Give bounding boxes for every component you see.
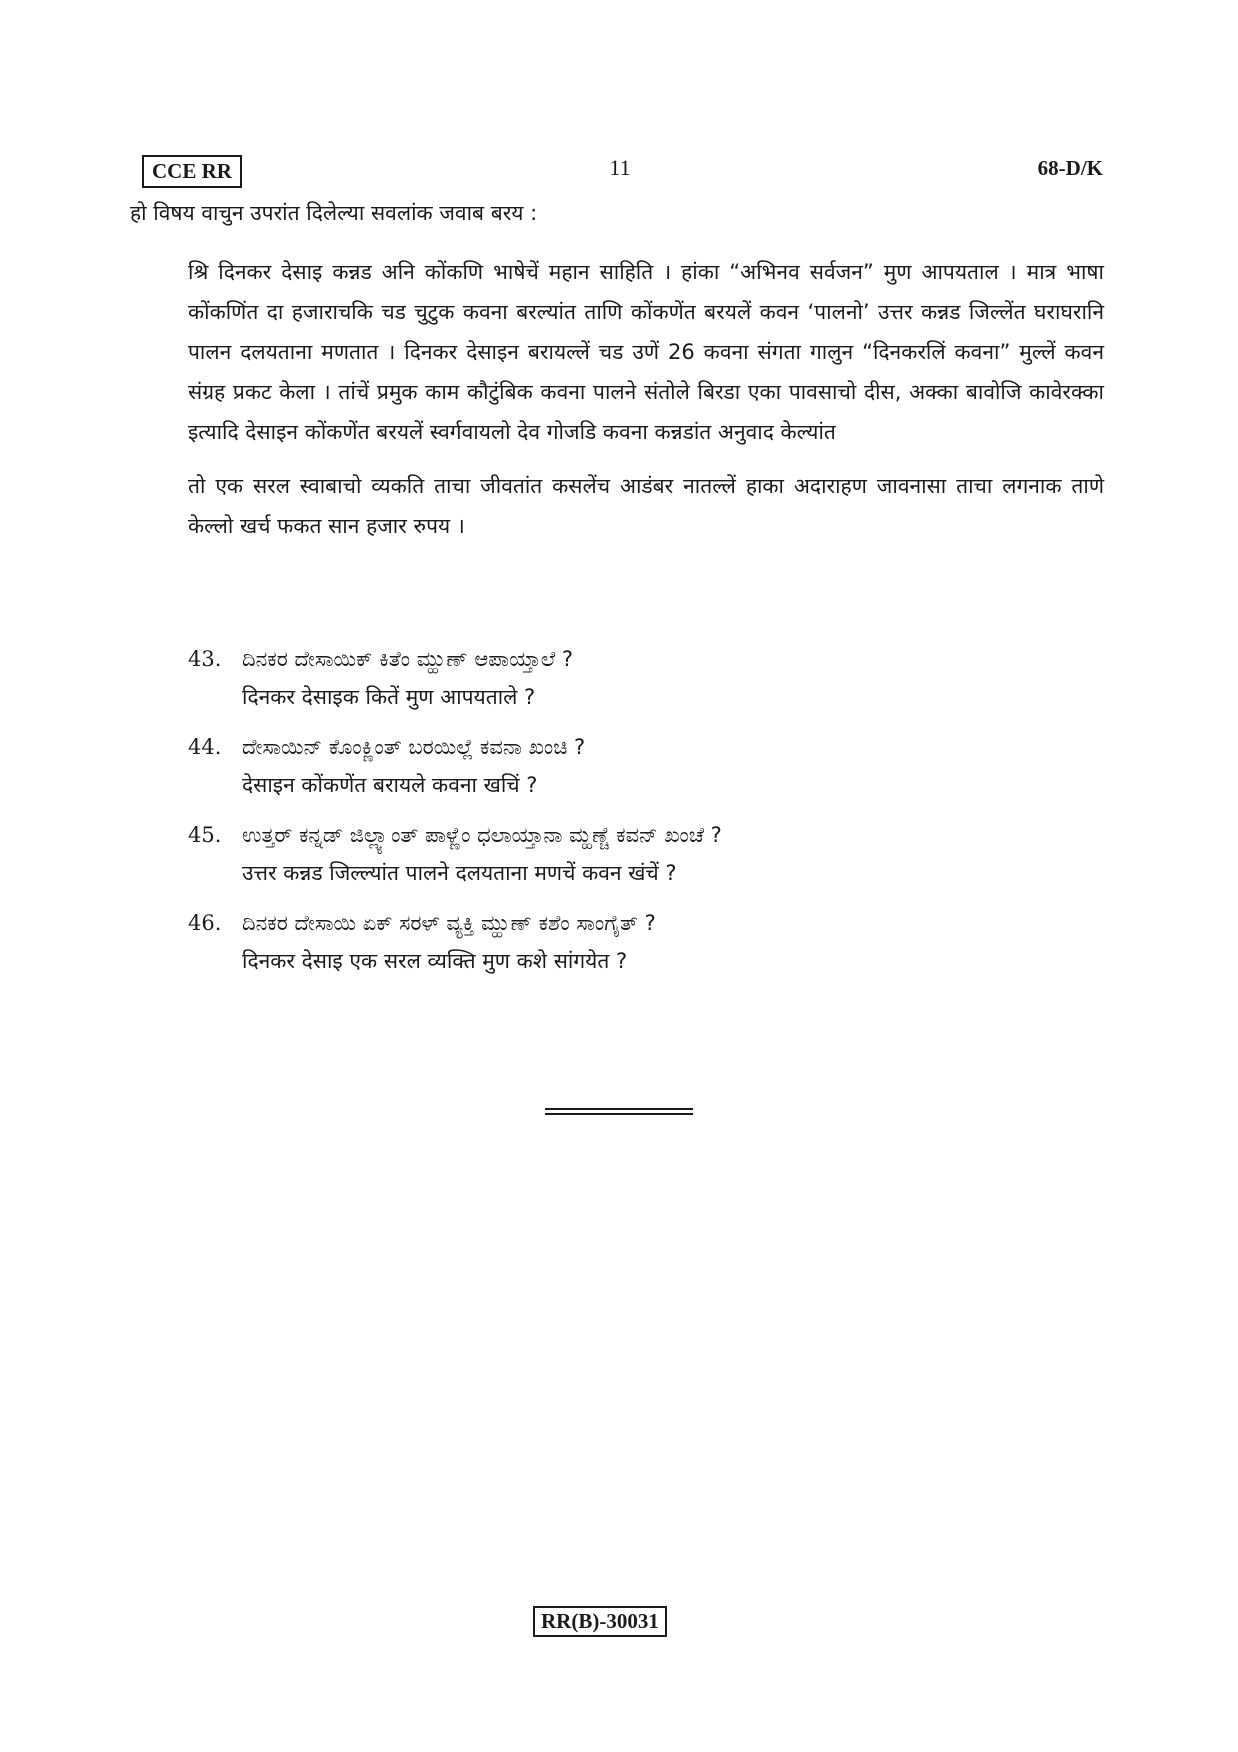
- question-text-devanagari: दिनकर देसाइ एक सरल व्यक्ति मुण कशे सांगयेत ?: [242, 949, 628, 973]
- reading-passage: [188, 252, 1104, 560]
- question-45: [188, 816, 1104, 892]
- question-body: [242, 816, 1104, 892]
- question-number: 44.: [188, 735, 222, 759]
- question-text-kannada: ಉತ್ತರ್ ಕನ್ನಡ್ ಜಿಲ್ಲ್ಯಾಂತ್ ಪಾಳ್ಣೆಂ ಧಲಾಯ್ತಾನಾ ಮ್ಹಣ್ಚೆ ಕವನ್ ಖಂಚೆ ?: [242, 823, 722, 847]
- question-number: 45.: [188, 823, 222, 847]
- header-series-label: CCE RR: [142, 155, 242, 188]
- page-number: 11: [609, 155, 631, 180]
- question-body: [242, 904, 1104, 980]
- question-text-kannada: ದಿನಕರ ದೇಸಾಯಿಕ್ ಕಿತೆಂ ಮ್ಹುಣ್ ಆಪಾಯ್ತಾಲೆ ?: [242, 647, 574, 671]
- question-number: 43.: [188, 647, 222, 671]
- question-text-devanagari: दिनकर देसाइक कितें मुण आपयताले ?: [242, 685, 536, 709]
- question-body: [242, 640, 1104, 716]
- question-text-devanagari: देसाइन कोंकणेंत बरायले कवना खचिं ?: [242, 773, 538, 797]
- section-end-divider: [545, 1108, 693, 1115]
- question-text-devanagari: उत्तर कन्नड जिल्ल्यांत पालने दलयताना मणचें कवन खंचें ?: [242, 861, 677, 885]
- question-43: [188, 640, 1104, 716]
- question-number: 46.: [188, 911, 222, 935]
- passage-paragraph-1: श्रि दिनकर देसाइ कन्नड अनि कोंकणि भाषेचें महान साहिति । हांका “अभिनव सर्वजन” मुण आपयताल । मात्र भाषा कोंकणिंत दा हजाराचकि चड चुटुक कवना बरल्यांत ताणि कोंकणेंत बरयलें कवन ‘पालनो’ उत्तर कन्नड जिल्लेंत घराघरानि पालन दलयताना मणतात । दिनकर देसाइन बरायल्लें चड उणें 26 कवना संगता गालुन “दिनकरलिं कवना” मुल्लें कवन संग्रह प्रकट केला । तांचें प्रमुक काम कौटुंबिक कवना पालने संतोले बिरडा एका पावसाचो दीस, अक्का बावोजि कावेरक्का इत्यादि देसाइन कोंकणेंत बरयलें स्वर्गवायलो देव गोजडि कवना कन्नडांत अनुवाद केल्यांत: [188, 260, 1104, 444]
- footer-booklet-code: RR(B)-30031: [533, 1606, 667, 1637]
- question-list: [188, 640, 1104, 992]
- question-body: [242, 728, 1104, 804]
- section-instruction: हो विषय वाचुन उपरांत दिलेल्या सवलांक जवाब बरय :: [130, 201, 538, 225]
- header-paper-code: 68-D/K: [1037, 156, 1103, 180]
- question-46: [188, 904, 1104, 980]
- question-text-kannada: ದೇಸಾಯಿನ್ ಕೊಂಕ್ಣಿಂತ್ ಬರಯಿಲ್ಲೆ ಕವನಾ ಖಂಚಿ ?: [242, 735, 586, 759]
- question-text-kannada: ದಿನಕರ ದೇಸಾಯಿ ಏಕ್ ಸರಳ್ ವ್ಯಕ್ತಿ ಮ್ಹುಣ್ ಕಶೆಂ ಸಾಂಗೈತ್ ?: [242, 911, 656, 935]
- passage-paragraph-2: तो एक सरल स्वाबाचो व्यकति ताचा जीवतांत कसलेंच आडंबर नातल्लें हाका अदाराहण जावनासा ताचा लगनाक ताणे केल्लो खर्च फकत सान हजार रुपय ।: [188, 474, 1104, 538]
- question-44: [188, 728, 1104, 804]
